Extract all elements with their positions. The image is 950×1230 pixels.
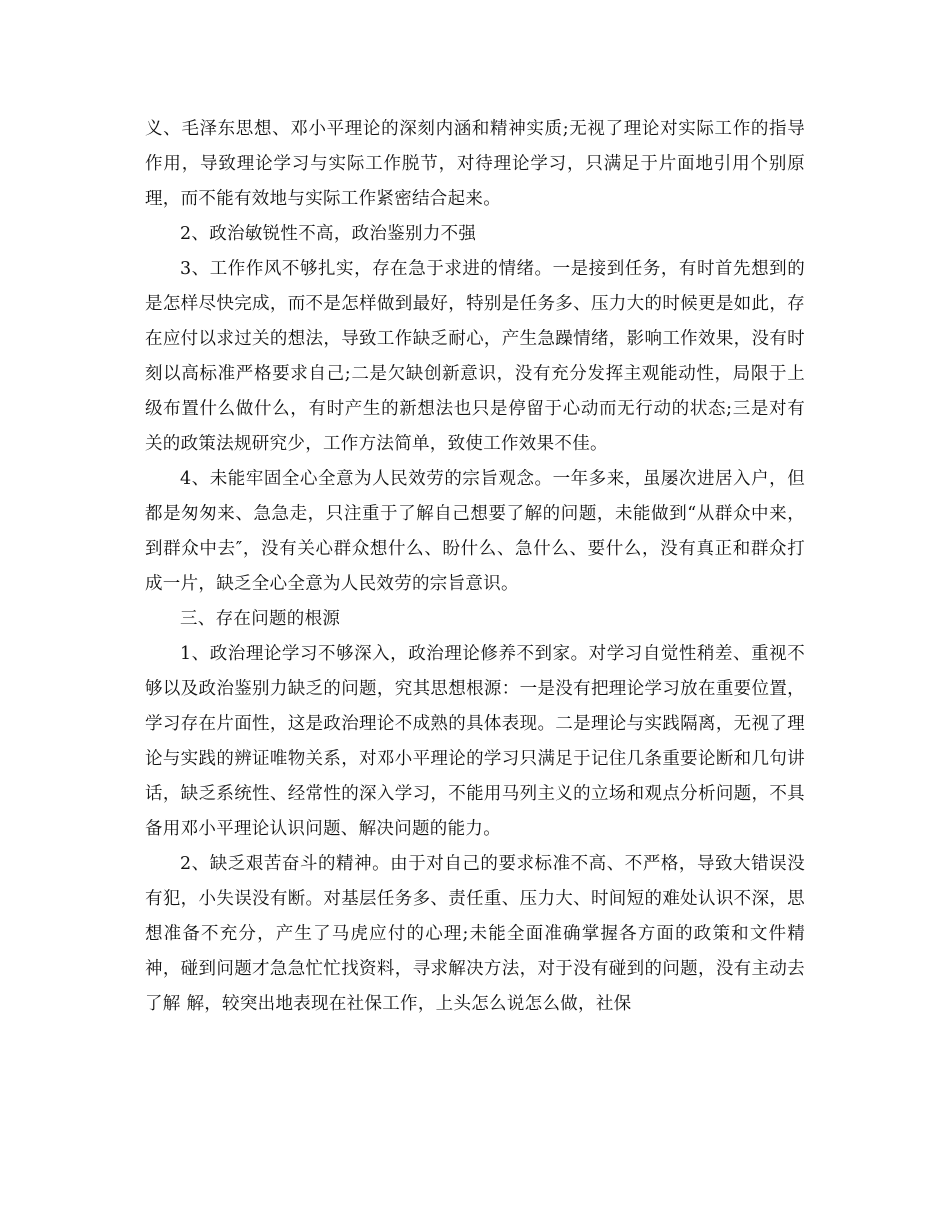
paragraph-6: 2、缺乏艰苦奋斗的精神。由于对自己的要求标准不高、不严格，导致大错误没有犯，小失误没有断。对基层任务多、责任重、压力大、时间短的难处认识不深，思想准备不充分，产生了马虎应付的心理;未能全面准确掌握各方面的政策和文件精神，碰到问题才急急忙忙找资料，寻求解决方法，对于没有碰到的问题，没有主动去了解 解，较突出地表现在社保工作，上头怎么说怎么做，社保 — [145, 854, 805, 1014]
paragraph-1: 义、毛泽东思想、邓小平理论的深刻内涵和精神实质;无视了理论对实际工作的指导作用，导致理论学习与实际工作脱节，对待理论学习，只满足于片面地引用个别原理，而不能有效地与实际工作紧密结合起来。 — [145, 119, 805, 209]
document-body — [145, 112, 805, 1022]
paragraph-5: 1、政治理论学习不够深入，政治理论修养不到家。对学习自觉性稍差、重视不够以及政治鉴别力缺乏的问题，究其思想根源：一是没有把理论学习放在重要位置，学习存在片面性，这是政治理论不成熟的具体表现。二是理论与实践隔离，无视了理论与实践的辨证唯物关系，对邓小平理论的学习只满足于记住几条重要论断和几句讲话，缺乏系统性、经常性的深入学习，不能用马列主义的立场和观点分析问题，不具备用邓小平理论认识问题、解决问题的能力。 — [145, 644, 805, 839]
paragraph-4: 4、未能牢固全心全意为人民效劳的宗旨观念。一年多来，虽屡次进居入户，但都是匆匆来、急急走，只注重于了解自己想要了解的问题，未能做到“从群众中来，到群众中去″，没有关心群众想什么、盼什么、急什么、要什么，没有真正和群众打成一片，缺乏全心全意为人民效劳的宗旨意识。 — [145, 469, 805, 594]
section-heading: 三、存在问题的根源 — [180, 609, 341, 629]
paragraph-2: 2、政治敏锐性不高，政治鉴别力不强 — [180, 224, 477, 244]
paragraph-3: 3、工作作风不够扎实，存在急于求进的情绪。一是接到任务，有时首先想到的是怎样尽快完成，而不是怎样做到最好，特别是任务多、压力大的时候更是如此，存在应付以求过关的想法，导致工作缺乏耐心，产生急躁情绪，影响工作效果，没有时刻以高标准严格要求自己;二是欠缺创新意识，没有充分发挥主观能动性，局限于上级布置什么做什么，有时产生的新想法也只是停留于心动而无行动的状态;三是对有关的政策法规研究少，工作方法简单，致使工作效果不佳。 — [145, 259, 805, 454]
